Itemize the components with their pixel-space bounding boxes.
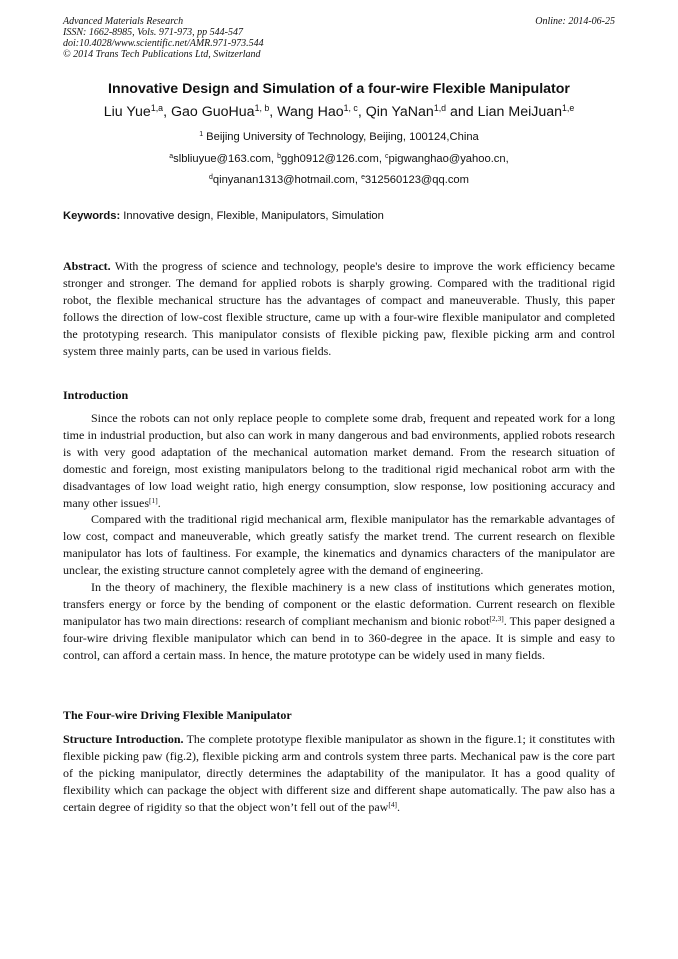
email-line-1 bbox=[0, 153, 678, 165]
intro-paragraph-1 bbox=[63, 410, 615, 511]
structure-text: The complete prototype flexible manipulator as shown in the figure.1; it constitutes with flexible picking paw (fig.2), flexible picking arm and controls system three parts. Mechanical paw is the core part of the picking manipulator, directly determines the adaptability of the manipulator. It has a good quality of flexibility which can package the object with different size and different shape automatically. The paw also has a certain degree of rigidity so that the object won’t fell out of the paw bbox=[63, 732, 616, 814]
email-line-2 bbox=[0, 174, 678, 186]
email-address: ggh0912@126.com, bbox=[281, 153, 386, 165]
author-name: Wang Hao bbox=[277, 104, 344, 120]
email-address: slbliuyue@163.com, bbox=[173, 153, 278, 165]
intro-p3-text-end: . This paper designed a four-wire driving flexible manipulator which can bend in to 360-degree in the apace. It is simple and easy to control, can afford a certain mass. In hence, the mature prototype can be widely used in many fields. bbox=[63, 613, 615, 662]
online-date: Online: 2014-06-25 bbox=[535, 16, 615, 27]
author-affil-mark: 1,e bbox=[562, 103, 575, 114]
author-separator: , bbox=[163, 104, 171, 120]
abstract bbox=[63, 258, 615, 359]
section-heading-four-wire: The Four-wire Driving Flexible Manipulator bbox=[63, 708, 292, 722]
author-separator: , bbox=[357, 104, 366, 120]
structure-end: . bbox=[397, 799, 401, 814]
author-name: Gao GuoHua bbox=[170, 104, 255, 120]
email-address: qinyanan1313@hotmail.com, bbox=[212, 174, 362, 186]
affiliation bbox=[0, 131, 678, 143]
citation-ref: [1] bbox=[149, 495, 158, 505]
email-mark: c bbox=[385, 153, 389, 161]
keywords-text: Innovative design, Flexible, Manipulators, Simulation bbox=[120, 210, 384, 222]
author-and: and bbox=[446, 104, 478, 120]
author-name: Lian MeiJuan bbox=[477, 104, 563, 120]
affiliation-mark: 1 bbox=[199, 131, 204, 139]
introduction-body bbox=[63, 410, 615, 664]
author-name: Liu Yue bbox=[103, 104, 151, 120]
intro-p1-text: Since the robots can not only replace people to complete some drab, frequent and repeated work for a long time in industrial production, but also can work in many dangerous and bad environments, applied robots research is with very good adaptation of the mechanical automation market demand. From the research situation of domestic and foreign, most existing manipulators belong to the traditional rigid mechanical robot arm with the disadvantages of low load weight ratio, high energy consumption, slow response, low positioning accuracy and many other issues bbox=[63, 411, 615, 510]
email-mark: d bbox=[209, 174, 213, 182]
intro-paragraph-3 bbox=[63, 579, 615, 664]
author-affil-mark: 1,d bbox=[433, 103, 447, 114]
author-affil-mark: 1, c bbox=[343, 103, 358, 114]
intro-p3-text: In the theory of machinery, the flexible machinery is a new class of institutions which generates motion, transfers energy or force by the bending of component or the elastic deformation. Current research on flexible manipulator has two main directions: research of compliant mechanism and bionic robot bbox=[63, 580, 615, 628]
abstract-label: Abstract. bbox=[63, 259, 111, 273]
author-name: Qin YaNan bbox=[365, 104, 434, 120]
affiliation-text: Beijing University of Technology, Beijing, 100124,China bbox=[206, 131, 479, 143]
email-address: pigwanghao@yahoo.cn, bbox=[388, 153, 509, 165]
keywords bbox=[63, 210, 384, 222]
author-affil-mark: 1,a bbox=[150, 103, 164, 114]
issn-line: ISSN: 1662-8985, Vols. 971-973, pp 544-547 bbox=[63, 27, 243, 38]
email-mark: b bbox=[277, 153, 281, 161]
copyright-line: © 2014 Trans Tech Publications Ltd, Switzerland bbox=[63, 49, 261, 60]
keywords-label: Keywords: bbox=[63, 210, 121, 222]
author-list bbox=[0, 104, 678, 120]
author-separator: , bbox=[269, 104, 278, 120]
intro-paragraph-2: Compared with the traditional rigid mechanical arm, flexible manipulator has the remarkable advantages of low cost, compact and maneuverable, which greatly satisfy the market trend. The current research on flexible manipulator has lots of faultiness. For example, the kinematics and dynamics characters of the manipulator are unclear, the existing structure cannot completely agree with the demand of engineering. bbox=[63, 512, 615, 578]
intro-p1-end: . bbox=[157, 495, 161, 510]
paper-title: Innovative Design and Simulation of a four-wire Flexible Manipulator bbox=[108, 81, 570, 97]
doi-line: doi:10.4028/www.scientific.net/AMR.971-973.544 bbox=[63, 38, 264, 49]
email-mark: a bbox=[169, 153, 174, 161]
email-address: 312560123@qq.com bbox=[364, 174, 469, 186]
citation-ref: [2,3] bbox=[489, 613, 504, 623]
subsection-label: Structure Introduction. bbox=[63, 732, 184, 746]
journal-name: Advanced Materials Research bbox=[63, 16, 184, 27]
citation-ref: [4] bbox=[388, 799, 398, 809]
email-mark: e bbox=[361, 174, 365, 182]
journal-header bbox=[63, 16, 264, 60]
structure-introduction bbox=[63, 731, 615, 816]
abstract-text: With the progress of science and technology, people's desire to improve the work efficiency became stronger and stronger. The demand for applied robots is sharply growing. Compared with the traditional rigid robot, the flexible mechanical structure has the advantages of compact and maneuverable. Thusly, this paper follows the direction of low-cost flexible structure, came up with a four-wire flexible manipulator and completed the prototyping research. This manipulator consists of flexible picking paw, flexible picking arm and control system three mainly parts, can be used in various fields. bbox=[63, 259, 615, 358]
author-affil-mark: 1, b bbox=[254, 103, 270, 114]
section-heading-introduction: Introduction bbox=[63, 388, 129, 402]
